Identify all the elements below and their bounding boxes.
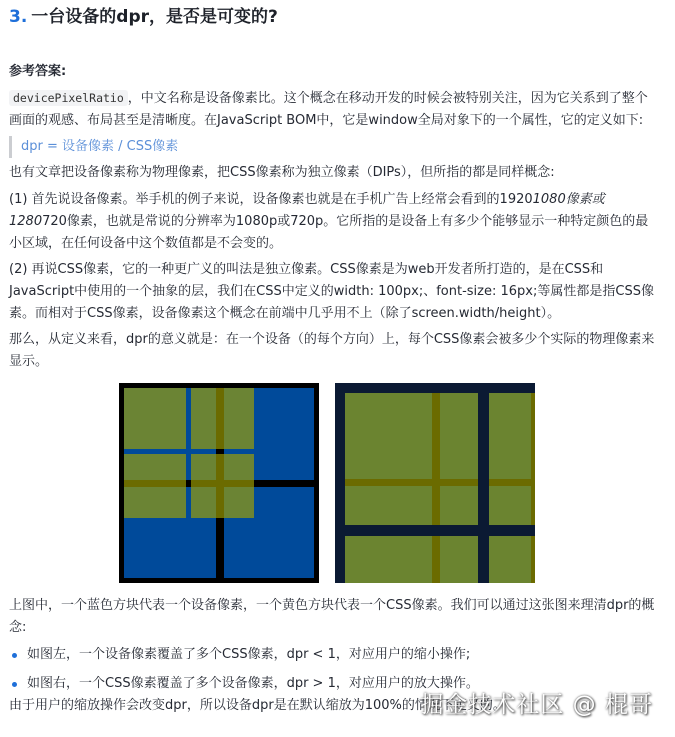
- dpr-figures: [119, 383, 535, 583]
- question-number: 3.: [9, 7, 28, 27]
- answer-label: 参考答案:: [9, 64, 67, 79]
- bullet-icon: [12, 653, 17, 658]
- dpr-meaning-paragraph: 那么，从定义来看，dpr的意义就是：在一个设备（的每个方向）上，每个CSS像素会被多少个实际的物理像素来显示。: [9, 332, 655, 369]
- watermark: 掘金技术社区 @ 棍哥: [420, 692, 653, 718]
- intro-paragraph: [9, 87, 659, 132]
- alias-paragraph: 也有文章把设备像素称为物理像素，把CSS像素称为独立像素（DIPs），但所指的都是同样概念:: [9, 165, 555, 180]
- text: 720像素，也就是常说的分辨率为1080p或720p。它所指的是设备上有多少个能够显示一种特定颜色的最小区域，在任何设备中这个数值都是不会变的。: [9, 214, 649, 251]
- figure-dpr-less-than-1: [119, 383, 319, 583]
- italic-text: 1080像素或1280: [9, 192, 605, 229]
- inline-code: devicePixelRatio: [9, 90, 128, 106]
- list-item-text: 如图左，一个设备像素覆盖了多个CSS像素，dpr < 1，对应用户的缩小操作;: [27, 647, 471, 662]
- intro-text: ，中文名称是设备像素比。这个概念在移动开发的时候会被特别关注，因为它关系到了整个画面的观感、布局甚至是清晰度。在JavaScript BOM中，它是window全局对象下的一个属性，它的定义如下:: [9, 91, 648, 128]
- bullet-list: [9, 644, 479, 702]
- list-item-text: 如图右，一个CSS像素覆盖了多个设备像素，dpr > 1，对应用户的放大操作。: [27, 676, 479, 691]
- device-pixel-paragraph: [9, 189, 659, 255]
- formula-blockquote: dpr = 设备像素 / CSS像素: [9, 136, 178, 158]
- question-title: [9, 5, 278, 29]
- question-text: 一台设备的dpr，是否是可变的?: [31, 7, 278, 27]
- conclusion-paragraph: 由于用户的缩放操作会改变dpr，所以设备dpr是在默认缩放为100%的情况下定义的。: [9, 698, 506, 713]
- list-item: [9, 644, 479, 673]
- text: (1) 首先说设备像素。举手机的例子来说，设备像素也就是在手机广告上经常会看到的1920: [9, 192, 533, 207]
- css-pixel-paragraph: (2) 再说CSS像素，它的一种更广义的叫法是独立像素。CSS像素是为web开发者所打造的，是在CSS和JavaScript中使用的一个抽象的层，我们在CSS中定义的width: 100px;、font-size: 16px;等属性都是指CSS像素。而相对于CSS像素，设备像素这个概念在前端中几乎用不上（除了screen.width/height）。: [9, 262, 654, 321]
- figure-explanation-paragraph: 上图中，一个蓝色方块代表一个设备像素，一个黄色方块代表一个CSS像素。我们可以通过这张图来理清dpr的概念:: [9, 598, 655, 635]
- bullet-icon: [12, 682, 17, 687]
- figure-dpr-greater-than-1: [335, 383, 535, 583]
